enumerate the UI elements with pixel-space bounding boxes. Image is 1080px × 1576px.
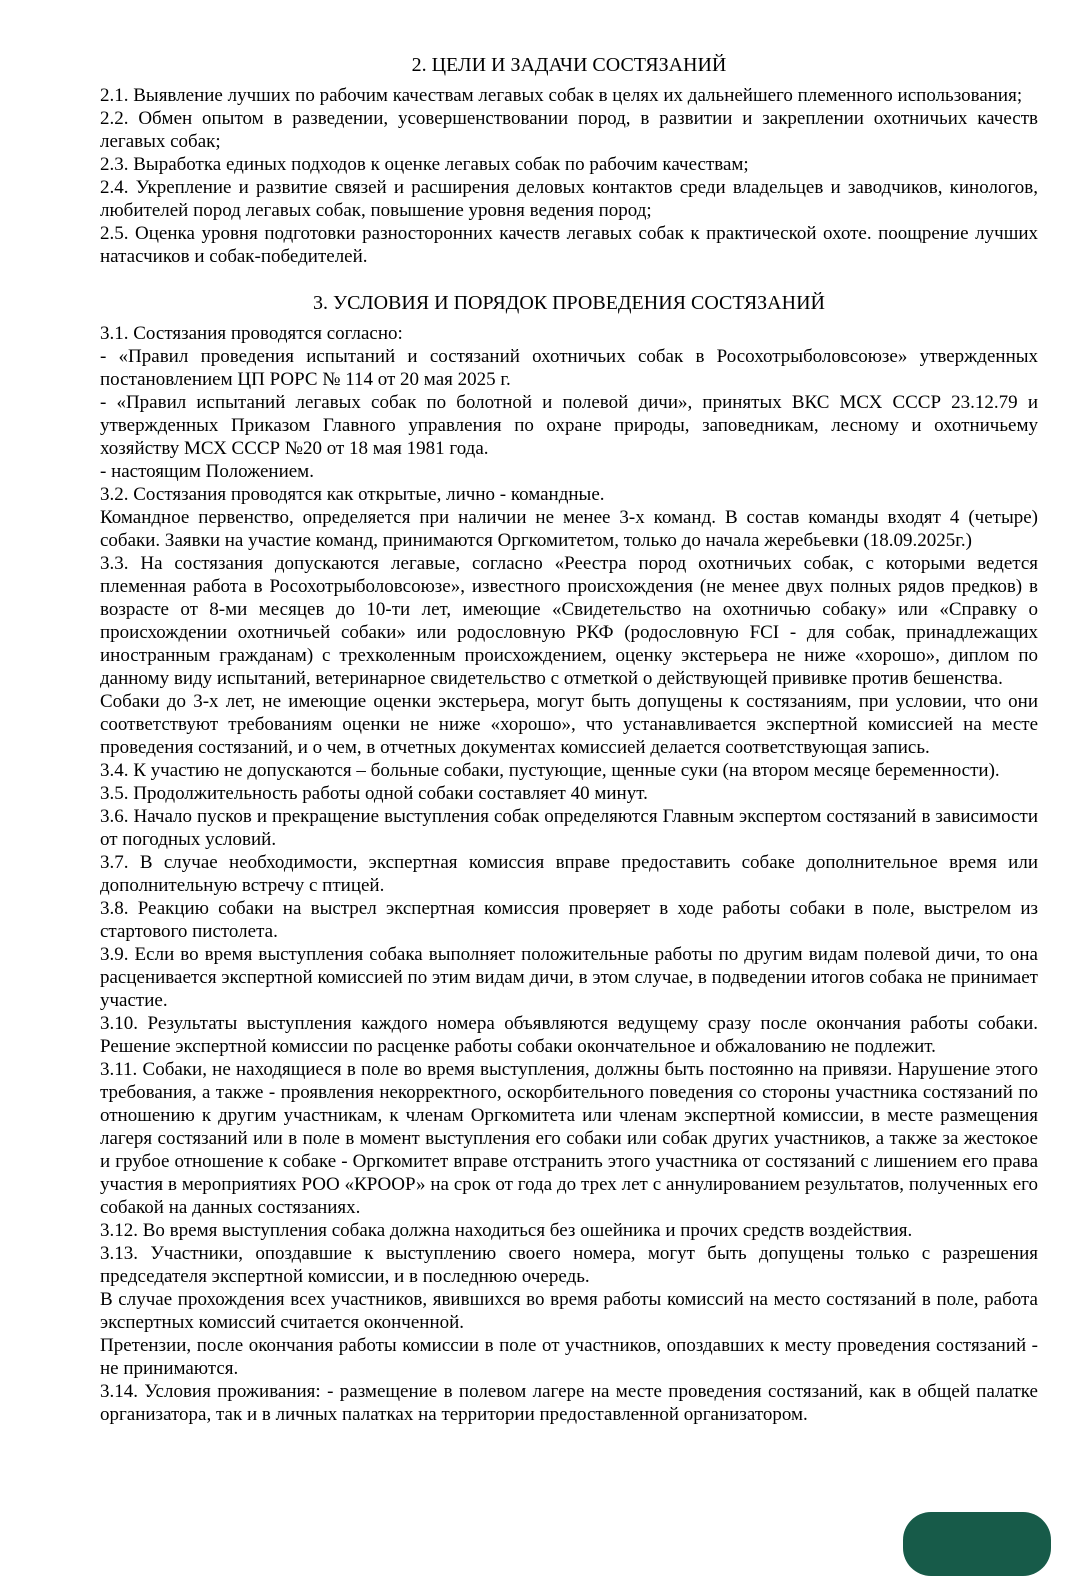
paragraph: Собаки до 3-х лет, не имеющие оценки экстерьера, могут быть допущены к состязаниям, при условии, что они соответствуют требованиям оценки не ниже «хорошо», что устанавливается экспертной комиссией на месте проведения состязаний, и о чем, в отчетных документах комиссией делается соответствующая запись. <box>100 691 1038 758</box>
paragraph: 3.10. Результаты выступления каждого номера объявляются ведущему сразу после окончания работы собаки. Решение экспертной комиссии по расценке работы собаки окончательное и обжалованию не подлежит. <box>100 1013 1038 1057</box>
paragraph: Претензии, после окончания работы комиссии в поле от участников, опоздавших к месту проведения состязаний - не принимаются. <box>100 1335 1038 1379</box>
section-3-heading: 3. УСЛОВИЯ И ПОРЯДОК ПРОВЕДЕНИЯ СОСТЯЗАНИЙ <box>313 292 825 314</box>
paragraph: 3.7. В случае необходимости, экспертная комиссия вправе предоставить собаке дополнительное время или дополнительную встречу с птицей. <box>100 852 1038 896</box>
paragraph: 2.2. Обмен опытом в разведении, усовершенствовании пород, в развитии и закреплении охотничьих качеств легавых собак; <box>100 108 1038 152</box>
paragraph: 2.3. Выработка единых подходов к оценке легавых собак по рабочим качествам; <box>100 154 749 175</box>
paragraph: Командное первенство, определяется при наличии не менее 3-х команд. В состав команды входят 4 (четыре) собаки. Заявки на участие команд, принимаются Оргкомитетом, только до начала жеребьевки (18.09.2025г.) <box>100 507 1038 551</box>
paragraph: 3.13. Участники, опоздавшие к выступлению своего номера, могут быть допущены только с разрешения председателя экспертной комиссии, и в последнюю очередь. <box>100 1243 1038 1287</box>
paragraph: 3.9. Если во время выступления собака выполняет положительные работы по другим видам полевой дичи, то она расценивается экспертной комиссией по этим видам дичи, в этом случае, в подведении итогов собака не принимает участие. <box>100 944 1038 1011</box>
paragraph: - «Правил испытаний легавых собак по болотной и полевой дичи», принятых ВКС МСХ СССР 23.12.79 и утвержденных Приказом Главного управления по охране природы, заповедникам, лесному и охотничьему хозяйству МСХ СССР №20 от 18 мая 1981 года. <box>100 392 1038 459</box>
paragraph: - настоящим Положением. <box>100 461 314 482</box>
document-page <box>100 52 1038 1426</box>
paragraph: 3.11. Собаки, не находящиеся в поле во время выступления, должны быть постоянно на привязи. Нарушение этого требования, а также - проявления некорректного, оскорбительного поведения со стороны участника состязаний по отношению к другим участникам, к членам Оргкомитета или членам экспертной комиссии, в месте размещения лагеря состязаний или в поле в момент выступления его собаки или собак других участников, а также за жестокое и грубое отношение к собаке - Оргкомитет вправе отстранить этого участника от состязаний с лишением его права участия в мероприятиях РОО «КРООР» на срок от года до трех лет с аннулированием результатов, полученных его собакой на данных состязаниях. <box>100 1059 1038 1218</box>
paragraph: 3.12. Во время выступления собака должна находиться без ошейника и прочих средств воздействия. <box>100 1220 913 1241</box>
paragraph: 2.5. Оценка уровня подготовки разносторонних качеств легавых собак к практической охоте. поощрение лучших натасчиков и собак-победителей. <box>100 223 1038 267</box>
paragraph: - «Правил проведения испытаний и состязаний охотничьих собак в Росохотрыболовсоюзе» утвержденных постановлением ЦП РОРС № 114 от 20 мая 2025 г. <box>100 346 1038 390</box>
paragraph: 3.6. Начало пусков и прекращение выступления собак определяются Главным экспертом состязаний в зависимости от погодных условий. <box>100 806 1038 850</box>
paragraph: В случае прохождения всех участников, явившихся во время работы комиссий на место состязаний в поле, работа экспертных комиссий считается оконченной. <box>100 1289 1038 1333</box>
paragraph: 2.1. Выявление лучших по рабочим качествам легавых собак в целях их дальнейшего племенного использования; <box>100 85 1023 106</box>
paragraph: 3.3. На состязания допускаются легавые, согласно «Реестра пород охотничьих собак, с которыми ведется племенная работа в Росохотрыболовсоюзе», известного происхождения (не менее двух полных рядов предков) в возрасте от 8-ми месяцев до 10-ти лет, имеющие «Свидетельство на охотничью собаку» или «Справку о происхождении охотничьей собаки» или родословную РКФ (родословную FCI - для собак, принадлежащих иностранным гражданам) с трехколенным происхождением, оценку экстерьера не ниже «хорошо», диплом по данному виду испытаний, ветеринарное свидетельство с отметкой о действующей прививке против бешенства. <box>100 553 1038 689</box>
floating-action-button[interactable] <box>903 1512 1051 1576</box>
paragraph: 3.5. Продолжительность работы одной собаки составляет 40 минут. <box>100 783 648 804</box>
section-2-heading: 2. ЦЕЛИ И ЗАДАЧИ СОСТЯЗАНИЙ <box>411 54 727 76</box>
paragraph: 3.1. Состязания проводятся согласно: <box>100 323 403 344</box>
paragraph: 3.14. Условия проживания: - размещение в полевом лагере на месте проведения состязаний, как в общей палатке организатора, так и в личных палатках на территории предоставленной организатором. <box>100 1381 1038 1425</box>
paragraph: 3.2. Состязания проводятся как открытые, лично - командные. <box>100 484 605 505</box>
paragraph: 3.8. Реакцию собаки на выстрел экспертная комиссия проверяет в ходе работы собаки в поле, выстрелом из стартового пистолета. <box>100 898 1038 942</box>
paragraph: 2.4. Укрепление и развитие связей и расширения деловых контактов среди владельцев и заводчиков, кинологов, любителей пород легавых собак, повышение уровня ведения пород; <box>100 177 1038 221</box>
paragraph: 3.4. К участию не допускаются – больные собаки, пустующие, щенные суки (на втором месяце беременности). <box>100 760 1000 781</box>
